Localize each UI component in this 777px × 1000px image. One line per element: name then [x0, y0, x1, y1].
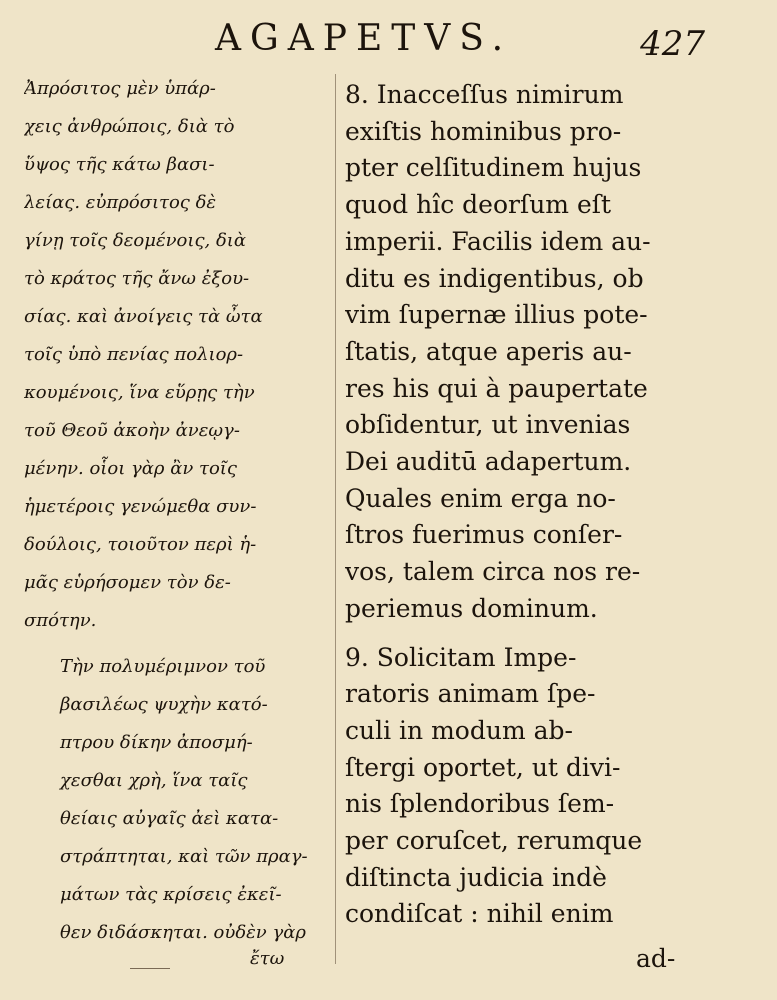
latin-line: 9. Solicitam Impe-: [345, 642, 577, 672]
greek-line: πτρου δίκην ἀποσμή-: [60, 732, 253, 753]
latin-line: culi in modum ab-: [345, 715, 573, 745]
latin-line: ſtros fuerimus conſer-: [345, 520, 623, 550]
latin-line: nis ſplendoribus ſem-: [345, 789, 615, 819]
greek-line: χεις ἀνθρώποις, διὰ τὸ: [24, 116, 235, 137]
greek-line: δούλοις, τοιοῦτον περὶ ἡ-: [24, 534, 257, 555]
greek-paragraph-1: [24, 70, 324, 640]
latin-line: ratoris animam ſpe-: [345, 679, 596, 709]
running-title: AGAPETVS.: [215, 18, 513, 59]
greek-line: σπότην.: [24, 610, 97, 631]
latin-line: obſidentur, ut invenias: [345, 410, 631, 440]
greek-line: γίνῃ τοῖς δεομένοις, διὰ: [24, 230, 247, 251]
greek-line: τὸ κράτος τῆς ἄνω ἐξου-: [24, 268, 250, 289]
latin-line: Dei auditū adapertum.: [345, 447, 632, 477]
latin-column: [345, 77, 705, 933]
greek-line: θείαις αὐγαῖς ἀεὶ κατα-: [60, 808, 279, 829]
latin-line: ſtergi oportet, ut divi-: [345, 752, 621, 782]
page-header: [0, 18, 777, 68]
latin-line: Quales enim erga no-: [345, 483, 616, 513]
latin-line: pter celſitudinem hujus: [345, 153, 642, 183]
latin-line: ſtatis, atque aperis au-: [345, 336, 632, 366]
greek-line: θεν διδάσκηται. οὐδὲν γὰρ: [60, 922, 306, 943]
greek-line: Ἀπρόσιτος μὲν ὑπάρ-: [24, 78, 216, 99]
latin-line: quod hîc deorſum eſt: [345, 190, 612, 220]
greek-line: Τὴν πολυμέριμνον τοῦ: [60, 656, 266, 677]
greek-line: κουμένοις, ἵνα εὕρῃς τὴν: [24, 382, 255, 403]
greek-line: μᾶς εὑρήσομεν τὸν δε-: [24, 572, 231, 593]
greek-line: μένην. οἷοι γὰρ ἂν τοῖς: [24, 458, 237, 479]
latin-line: condiſcat : nihil enim: [345, 899, 614, 929]
latin-line: res his qui à paupertate: [345, 373, 648, 403]
latin-line: per coruſcet, rerumque: [345, 826, 643, 856]
page-number: 427: [640, 24, 705, 64]
greek-line: τοῦ Θεοῦ ἀκοὴν ἀνεῳγ-: [24, 420, 240, 441]
latin-line: vos, talem circa nos re-: [345, 557, 641, 587]
greek-line: ἡμετέροις γενώμεθα συν-: [24, 496, 257, 517]
greek-line: λείας. εὐπρόσιτος δὲ: [24, 192, 217, 213]
latin-catchword: ad-: [636, 944, 676, 973]
latin-line: periemus dominum.: [345, 593, 598, 623]
greek-line: βασιλέως ψυχὴν κατό-: [60, 694, 268, 715]
greek-line: σίας. καὶ ἀνοίγεις τὰ ὦτα: [24, 306, 263, 327]
paragraph-gap: [345, 628, 705, 640]
greek-line: μάτων τὰς κρίσεις ἐκεῖ-: [60, 884, 282, 905]
footer-dash: [130, 968, 170, 969]
latin-line: exiſtis hominibus pro-: [345, 116, 622, 146]
greek-paragraph-2: [24, 648, 324, 952]
greek-column: [24, 70, 324, 952]
latin-line: 8. Inacceſſus nimirum: [345, 80, 624, 109]
column-divider: [335, 74, 336, 964]
latin-line: vim ſupernæ illius pote-: [345, 300, 648, 330]
greek-line: ὕψος τῆς κάτω βασι-: [24, 154, 215, 175]
greek-catchword: ἔτω: [250, 948, 285, 969]
greek-line: τοῖς ὑπὸ πενίας πολιορ-: [24, 344, 244, 365]
greek-line: χεσθαι χρὴ, ἵνα ταῖς: [60, 770, 248, 791]
greek-line: στράπτηται, καὶ τῶν πραγ-: [60, 846, 308, 867]
latin-line: ditu es indigentibus, ob: [345, 263, 644, 293]
latin-line: diſtincta judicia indè: [345, 862, 607, 892]
latin-line: imperii. Facilis idem au-: [345, 226, 651, 256]
